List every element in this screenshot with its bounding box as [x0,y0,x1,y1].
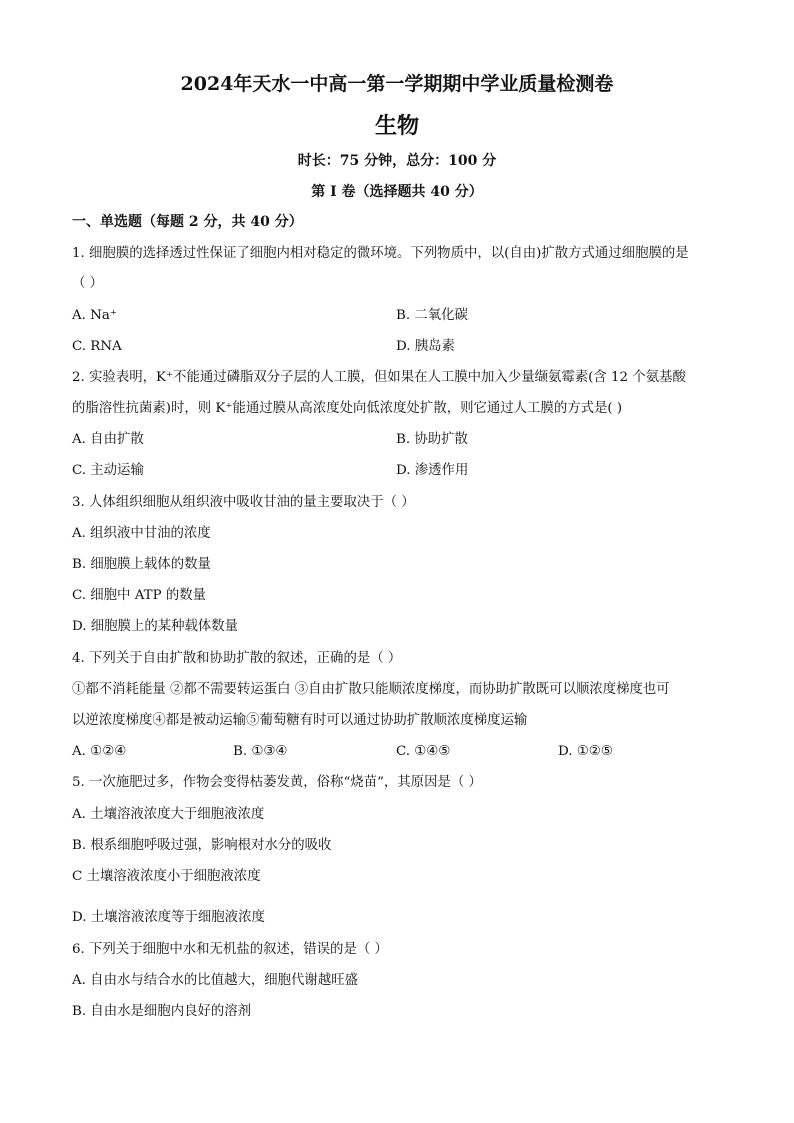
q4-body-line1: ①都不消耗能量 ②都不需要转运蛋白 ③自由扩散只能顺浓度梯度，而协助扩散既可以顺浓度梯度也可 [72,682,670,697]
q6-option-a: A. 自由水与结合水的比值越大，细胞代谢越旺盛 [72,973,358,988]
q1-stem-line1: 1. 细胞膜的选择透过性保证了细胞内相对稳定的微环境。下列物质中，以(自由)扩散方式通过细胞膜的是 [72,246,689,261]
q4-option-b: B. ①③④ [233,744,288,759]
q5-option-a: A. 土壤溶液浓度大于细胞液浓度 [72,807,265,822]
q2-option-b: B. 协助扩散 [396,432,468,447]
q5-option-c: C 土壤溶液浓度小于细胞液浓度 [72,869,261,884]
q2-option-a: A. 自由扩散 [72,432,144,447]
subject-title: 生物 [374,113,419,139]
q2-stem-line1: 2. 实验表明，K⁺不能通过磷脂双分子层的人工膜，但如果在人工膜中加入少量缬氨霉素(含 12 个氨基酸 [72,370,686,385]
q3-option-c: C. 细胞中 ATP 的数量 [72,588,207,603]
q1-option-b: B. 二氧化碳 [396,308,468,323]
q4-body-line2: 以逆浓度梯度④都是被动运输⑤葡萄糖有时可以通过协助扩散顺浓度梯度运输 [72,713,528,728]
q1-option-c: C. RNA [72,339,122,354]
q2-option-d: D. 渗透作用 [396,463,469,478]
q3-option-a: A. 组织液中甘油的浓度 [72,526,211,541]
q3-stem: 3. 人体组织细胞从组织液中吸收甘油的量主要取决于（ ） [72,495,415,510]
q2-option-c: C. 主动运输 [72,463,144,478]
q1-stem-line2: （ ） [72,276,104,291]
q5-option-b: B. 根系细胞呼吸过强，影响根对水分的吸收 [72,838,332,853]
q4-option-c: C. ①④⑤ [396,744,451,759]
q6-option-b: B. 自由水是细胞内良好的溶剂 [72,1004,252,1019]
exam-title: 2024年天水一中高一第一学期期中学业质量检测卷 [180,73,614,95]
q4-option-a: A. ①②④ [72,744,127,759]
q1-option-a: A. Na⁺ [72,308,117,323]
q4-option-d: D. ①②⑤ [558,744,613,759]
part-title: 第 I 卷（选择题共 40 分） [311,184,483,200]
q3-option-d: D. 细胞膜上的某种载体数量 [72,619,239,634]
q6-stem: 6. 下列关于细胞中水和无机盐的叙述，错误的是（ ） [72,942,388,957]
q1-option-d: D. 胰岛素 [396,339,455,354]
q5-option-d: D. 土壤溶液浓度等于细胞液浓度 [72,910,265,925]
q2-stem-line2: 的脂溶性抗菌素)时，则 K⁺能通过膜从高浓度处向低浓度处扩散，则它通过人工膜的方式是( ) [72,401,623,416]
q4-stem: 4. 下列关于自由扩散和协助扩散的叙述，正确的是（ ） [72,651,402,666]
q3-option-b: B. 细胞膜上载体的数量 [72,557,211,572]
section-heading: 一、单选题（每题 2 分，共 40 分） [72,214,303,230]
exam-info: 时长：75 分钟，总分：100 分 [297,153,497,169]
q5-stem: 5. 一次施肥过多，作物会变得枯萎发黄，俗称“烧苗”，其原因是（ ） [72,775,482,790]
